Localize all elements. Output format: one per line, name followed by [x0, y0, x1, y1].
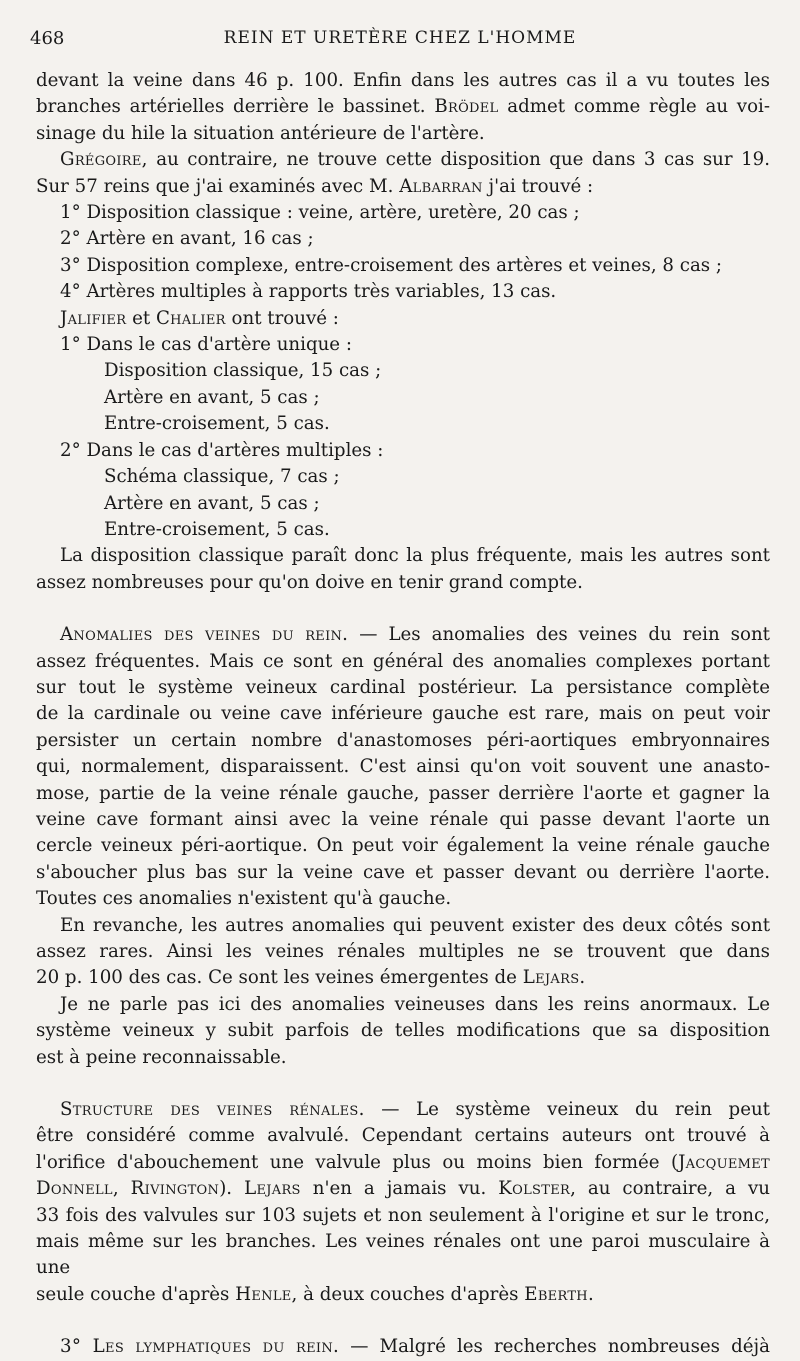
list-item: Artère en avant, 5 cas ; — [104, 386, 320, 408]
paragraph-line: Toutes ces anomalies n'existent qu'à gauche. — [36, 888, 452, 910]
page-body — [36, 68, 770, 1361]
paragraph-line: est à peine reconnaissable. — [36, 1046, 287, 1068]
author-name: Albarran — [399, 175, 483, 197]
paragraph-line: 33 fois des valvules sur 103 sujets et non seulement à l'origine et sur le tronc, — [36, 1204, 770, 1226]
list-item: 1° Disposition classique : veine, artère, uretère, 20 cas ; — [60, 202, 580, 224]
paragraph-line: cercle veineux péri-aortique. On peut voir également la veine rénale gauche — [36, 835, 770, 857]
paragraph-line: assez fréquentes. Mais ce sont en général des anomalies complexes portant — [36, 650, 770, 672]
section-heading: Anomalies des veines du rein. — [60, 624, 349, 646]
author-name: Henle — [235, 1283, 292, 1305]
list-item: 3° Disposition complexe, entre-croisement des artères et veines, 8 cas ; — [60, 254, 723, 276]
paragraph-line: Jalifier et Chalier ont trouvé : — [60, 307, 339, 329]
paragraph-line: assez nombreuses pour qu'on doive en tenir grand compte. — [36, 571, 583, 593]
paragraph-line: seule couche d'après Henle, à deux couches d'après Eberth. — [36, 1283, 594, 1305]
section-heading: Structure des veines rénales. — [60, 1099, 365, 1121]
author-name: Donnell — [36, 1178, 113, 1200]
paragraph-line: Grégoire, au contraire, ne trouve cette disposition que dans 3 cas sur 19. — [60, 149, 770, 171]
list-item: 4° Artères multiples à rapports très variables, 13 cas. — [60, 281, 557, 303]
list-item: 2° Artère en avant, 16 cas ; — [60, 228, 314, 250]
author-name: Eberth — [524, 1283, 588, 1305]
section-heading: 3° Les lymphatiques du rein. — [60, 1336, 340, 1358]
page-header — [30, 28, 770, 54]
list-item: Entre-croisement, 5 cas. — [104, 518, 330, 540]
author-name: Rivington — [130, 1178, 220, 1200]
paragraph-line: sur tout le système veineux cardinal postérieur. La persistance complète — [36, 676, 770, 698]
section-heading-line: 3° Les lymphatiques du rein. — Malgré les recherches nombreuses déjà — [60, 1336, 770, 1358]
list-item: Disposition classique, 15 cas ; — [104, 360, 382, 382]
paragraph-line: devant la veine dans 46 p. 100. Enfin dans les autres cas il a vu toutes les — [36, 70, 770, 91]
author-name: Chalier — [155, 307, 226, 329]
author-name: Kolster — [498, 1178, 571, 1200]
paragraph-line: s'aboucher plus bas sur la veine cave et passer devant ou derrière l'aorte. — [36, 861, 770, 883]
running-title: REIN ET URETÈRE CHEZ L'HOMME — [223, 28, 577, 48]
paragraph-line: 20 p. 100 des cas. Ce sont les veines émergentes de Lejars. — [36, 967, 586, 989]
paragraph-line: qui, normalement, disparaissent. C'est ainsi qu'on voit souvent une anasto- — [36, 756, 770, 778]
paragraph-line: mose, partie de la veine rénale gauche, passer derrière l'aorte et gagner la — [36, 782, 770, 804]
paragraph-line: sinage du hile la situation antérieure de l'artère. — [36, 122, 485, 144]
author-name: Grégoire, — [60, 149, 148, 171]
paragraph-line: Sur 57 reins que j'ai examinés avec M. Albarran j'ai trouvé : — [36, 175, 594, 197]
paragraph-line: branches artérielles derrière le bassinet. Brödel admet comme règle au voi- — [36, 96, 770, 118]
paragraph-line: persister un certain nombre d'anastomoses péri-aortiques embryonnaires — [36, 729, 770, 751]
section-heading-line: Structure des veines rénales. — Le système veineux du rein peut — [60, 1099, 770, 1121]
paragraph-line: assez rares. Ainsi les veines rénales multiples ne se trouvent que dans — [36, 941, 770, 962]
paragraph-line: de la cardinale ou veine cave inférieure gauche est rare, mais on peut voir — [36, 703, 770, 725]
paragraph-line: être considéré comme avalvulé. Cependant certains auteurs ont trouvé à — [36, 1125, 770, 1147]
list-heading: 1° Dans le cas d'artère unique : — [60, 334, 352, 356]
author-name: Lejars — [244, 1178, 301, 1200]
paragraph-line: Je ne parle pas ici des anomalies veineuses dans les reins anormaux. Le — [60, 993, 770, 1015]
page-number: 468 — [30, 28, 65, 49]
paragraph-line: veine cave formant ainsi avec la veine rénale qui passe devant l'aorte un — [36, 808, 770, 830]
paragraph-line: En revanche, les autres anomalies qui peuvent exister des deux côtés sont — [60, 914, 770, 936]
paragraph-line: mais même sur les branches. Les veines rénales ont une paroi musculaire à une — [36, 1231, 770, 1279]
author-name: Jacquemet — [678, 1151, 770, 1173]
paragraph-line: La disposition classique paraît donc la plus fréquente, mais les autres sont — [60, 545, 770, 567]
author-name: Lejars. — [522, 967, 586, 989]
list-item: Schéma classique, 7 cas ; — [104, 466, 340, 488]
author-name: Jalifier — [60, 307, 127, 329]
list-item: Artère en avant, 5 cas ; — [104, 492, 320, 514]
paragraph-line: l'orifice d'abouchement une valvule plus ou moins bien formée (Jacquemet — [36, 1151, 770, 1173]
paragraph-line: Donnell, Rivington). Lejars n'en a jamais vu. Kolster, au contraire, a vu — [36, 1178, 770, 1200]
list-item: Entre-croisement, 5 cas. — [104, 413, 330, 435]
section-heading-line: Anomalies des veines du rein. — Les anomalies des veines du rein sont — [60, 624, 770, 646]
author-name: Brödel — [434, 96, 499, 118]
paragraph-line: système veineux y subit parfois de telles modifications que sa disposition — [36, 1020, 770, 1042]
list-heading: 2° Dans le cas d'artères multiples : — [60, 439, 384, 461]
